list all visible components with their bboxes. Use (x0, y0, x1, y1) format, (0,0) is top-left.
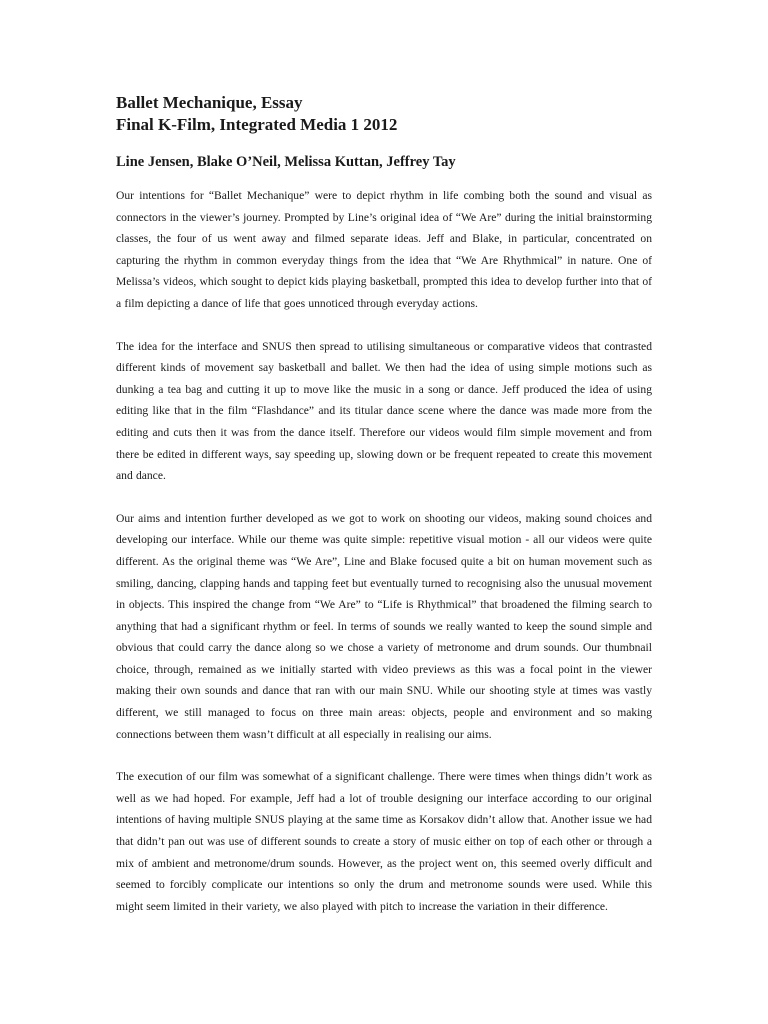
title-line-1: Ballet Mechanique, Essay (116, 93, 303, 112)
authors-line: Line Jensen, Blake O’Neil, Melissa Kuttan, Jeffrey Tay (116, 154, 456, 170)
document-page (116, 92, 652, 917)
paragraph-3: Our aims and intention further developed as we got to work on shooting our videos, making sound choices and developing our interface. While our theme was quite simple: repetitive visual motion - all our videos were quite different. As the original theme was “We Are”, Line and Blake focused quite a bit on human movement such as smiling, dancing, clapping hands and tapping feet but eventually turned to recognising also the unusual movement in objects. This inspired the change from “We Are” to “Life is Rhythmical” that broadened the filming search to anything that had a significant rhythm or feel. In terms of sounds we really wanted to keep the sound simple and obvious that could carry the dance along so we chose a variety of metronome and drum sounds. Our thumbnail choice, through, remained as we initially started with video previews as this was a focal point in the viewer making their own sounds and dance that ran with our main SNU. While our shooting style at times was vastly different, we still managed to focus on three main areas: objects, people and environment and so making connections between them wasn’t difficult at all especially in realising our aims. (116, 511, 652, 741)
paragraph-2: The idea for the interface and SNUS then spread to utilising simultaneous or comparative videos that contrasted different kinds of movement say basketball and ballet. We then had the idea of using simple motions such as dunking a tea bag and cutting it up to move like the music in a song or dance. Jeff produced the idea of using editing like that in the film “Flashdance” and its titular dance scene where the dance was made more from the editing and cuts then it was from the dance itself. Therefore our videos would film simple movement and from there be edited in different ways, say speeding up, slowing down or be frequent repeated to create this movement and dance. (116, 339, 652, 483)
paragraph-4: The execution of our film was somewhat of a significant challenge. There were times when things didn’t work as well as we had hoped. For example, Jeff had a lot of trouble designing our interface according to our original intentions of having multiple SNUS playing at the same time as Korsakov didn’t allow that. Another issue we had that didn’t pan out was use of different sounds to create a story of music either on top of each other or through a mix of ambient and metronome/drum sounds. However, as the project went on, this seemed overly difficult and seemed to forcibly complicate our intentions so only the drum and metronome sounds were used. While this might seem limited in their variety, we also played with pitch to increase the variation in their difference. (116, 770, 652, 913)
title-line-2: Final K-Film, Integrated Media 1 2012 (116, 115, 398, 134)
essay-body (116, 185, 652, 917)
document-title (116, 92, 652, 136)
paragraph-1: Our intentions for “Ballet Mechanique” were to depict rhythm in life combing both the sound and visual as connectors in the viewer’s journey. Prompted by Line’s original idea of “We Are” during the initial brainstorming classes, the four of us went away and filmed separate ideas. Jeff and Blake, in particular, concentrated on capturing the rhythm in common everyday things from the idea that “We Are Rhythmical” in nature. One of Melissa’s videos, which sought to depict kids playing basketball, prompted this idea to develop further into that of a film depicting a dance of life that goes unnoticed through everyday actions. (116, 189, 652, 310)
